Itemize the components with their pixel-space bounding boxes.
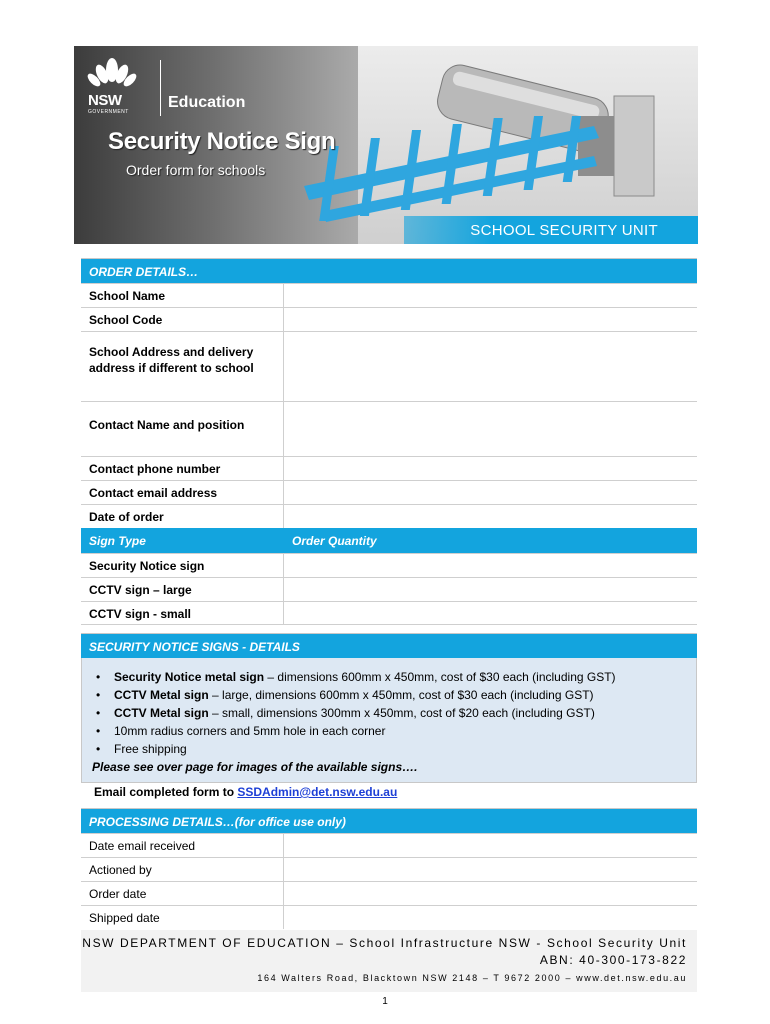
cctv-large-sign-label: CCTV sign – large (81, 578, 284, 601)
see-overpage-note: Please see over page for images of the available signs…. (92, 760, 418, 774)
order-details-header: ORDER DETAILS… (81, 258, 697, 283)
form-row (81, 401, 697, 456)
page-title: Security Notice Sign (108, 128, 336, 155)
contact-name-label: Contact Name and position (81, 402, 284, 456)
email-instruction-text: Email completed form to (94, 785, 238, 799)
logo-divider (160, 60, 161, 116)
sign-row (81, 553, 697, 577)
header-banner (74, 46, 698, 244)
footer-department: NSW DEPARTMENT OF EDUCATION – School Infrastructure NSW - School Security Unit (82, 936, 687, 950)
sign-type-header: Sign Type (89, 534, 146, 548)
form-row (81, 283, 697, 307)
order-date-field[interactable] (284, 505, 697, 528)
school-code-field[interactable] (284, 308, 697, 331)
shipped-date-field[interactable] (284, 906, 697, 929)
unit-label: SCHOOL SECURITY UNIT (470, 222, 658, 239)
list-item: • Free shipping (92, 740, 686, 758)
form-row (81, 456, 697, 480)
list-item: • Security Notice metal sign – dimensions 600mm x 450mm, cost of $30 each (including GST) (92, 668, 686, 686)
sign-details-section (81, 633, 697, 783)
date-email-received-label: Date email received (81, 834, 284, 857)
footer-abn: ABN: 40-300-173-822 (539, 953, 687, 967)
date-email-received-field[interactable] (284, 834, 697, 857)
order-date-label: Date of order (81, 505, 284, 528)
email-instruction (94, 785, 397, 799)
list-item: • 10mm radius corners and 5mm hole in each corner (92, 722, 686, 740)
page-subtitle: Order form for schools (126, 162, 266, 178)
contact-email-label: Contact email address (81, 481, 284, 504)
form-row (81, 881, 697, 905)
processing-details-header: PROCESSING DETAILS…(for office use only) (81, 808, 697, 833)
waratah-icon (86, 56, 138, 92)
form-row (81, 331, 697, 401)
nsw-wordmark: NSW (88, 92, 122, 109)
page-footer (81, 930, 697, 992)
sign-details-box (81, 658, 697, 783)
form-row (81, 307, 697, 331)
cctv-small-sign-label: CCTV sign - small (81, 602, 284, 624)
actioned-by-field[interactable] (284, 858, 697, 881)
processing-order-date-field[interactable] (284, 882, 697, 905)
fence-image (304, 116, 604, 226)
contact-email-field[interactable] (284, 481, 697, 504)
security-notice-sign-label: Security Notice sign (81, 554, 284, 577)
sign-table-header (81, 528, 697, 553)
page-number: 1 (382, 996, 388, 1007)
contact-name-field[interactable] (284, 402, 697, 456)
footer-address: 164 Walters Road, Blacktown NSW 2148 – T 9672 2000 – www.det.nsw.edu.au (257, 973, 687, 983)
contact-phone-field[interactable] (284, 457, 697, 480)
list-item: • CCTV Metal sign – small, dimensions 300mm x 450mm, cost of $20 each (including GST) (92, 704, 686, 722)
sign-details-header: SECURITY NOTICE SIGNS - DETAILS (81, 633, 697, 658)
security-notice-quantity-field[interactable] (284, 554, 697, 577)
school-name-label: School Name (81, 284, 284, 307)
form-row (81, 857, 697, 881)
actioned-by-label: Actioned by (81, 858, 284, 881)
form-row (81, 833, 697, 857)
school-name-field[interactable] (284, 284, 697, 307)
list-item: • CCTV Metal sign – large, dimensions 600mm x 450mm, cost of $30 each (including GST) (92, 686, 686, 704)
contact-phone-label: Contact phone number (81, 457, 284, 480)
cctv-small-quantity-field[interactable] (284, 602, 697, 624)
form-row (81, 480, 697, 504)
school-address-label: School Address and delivery address if different to school (81, 332, 284, 401)
sign-row (81, 601, 697, 625)
school-address-field[interactable] (284, 332, 697, 401)
cctv-large-quantity-field[interactable] (284, 578, 697, 601)
order-details-form (81, 258, 697, 625)
nsw-education-logo (86, 56, 246, 115)
processing-details-form (81, 808, 697, 929)
sign-details-list (92, 668, 686, 758)
sign-row (81, 577, 697, 601)
education-wordmark: Education (168, 94, 246, 111)
order-quantity-header: Order Quantity (292, 534, 377, 548)
processing-order-date-label: Order date (81, 882, 284, 905)
form-row (81, 905, 697, 929)
form-row (81, 504, 697, 528)
shipped-date-label: Shipped date (81, 906, 284, 929)
email-link[interactable]: SSDAdmin@det.nsw.edu.au (237, 785, 398, 799)
government-wordmark: GOVERNMENT (88, 109, 129, 115)
school-code-label: School Code (81, 308, 284, 331)
